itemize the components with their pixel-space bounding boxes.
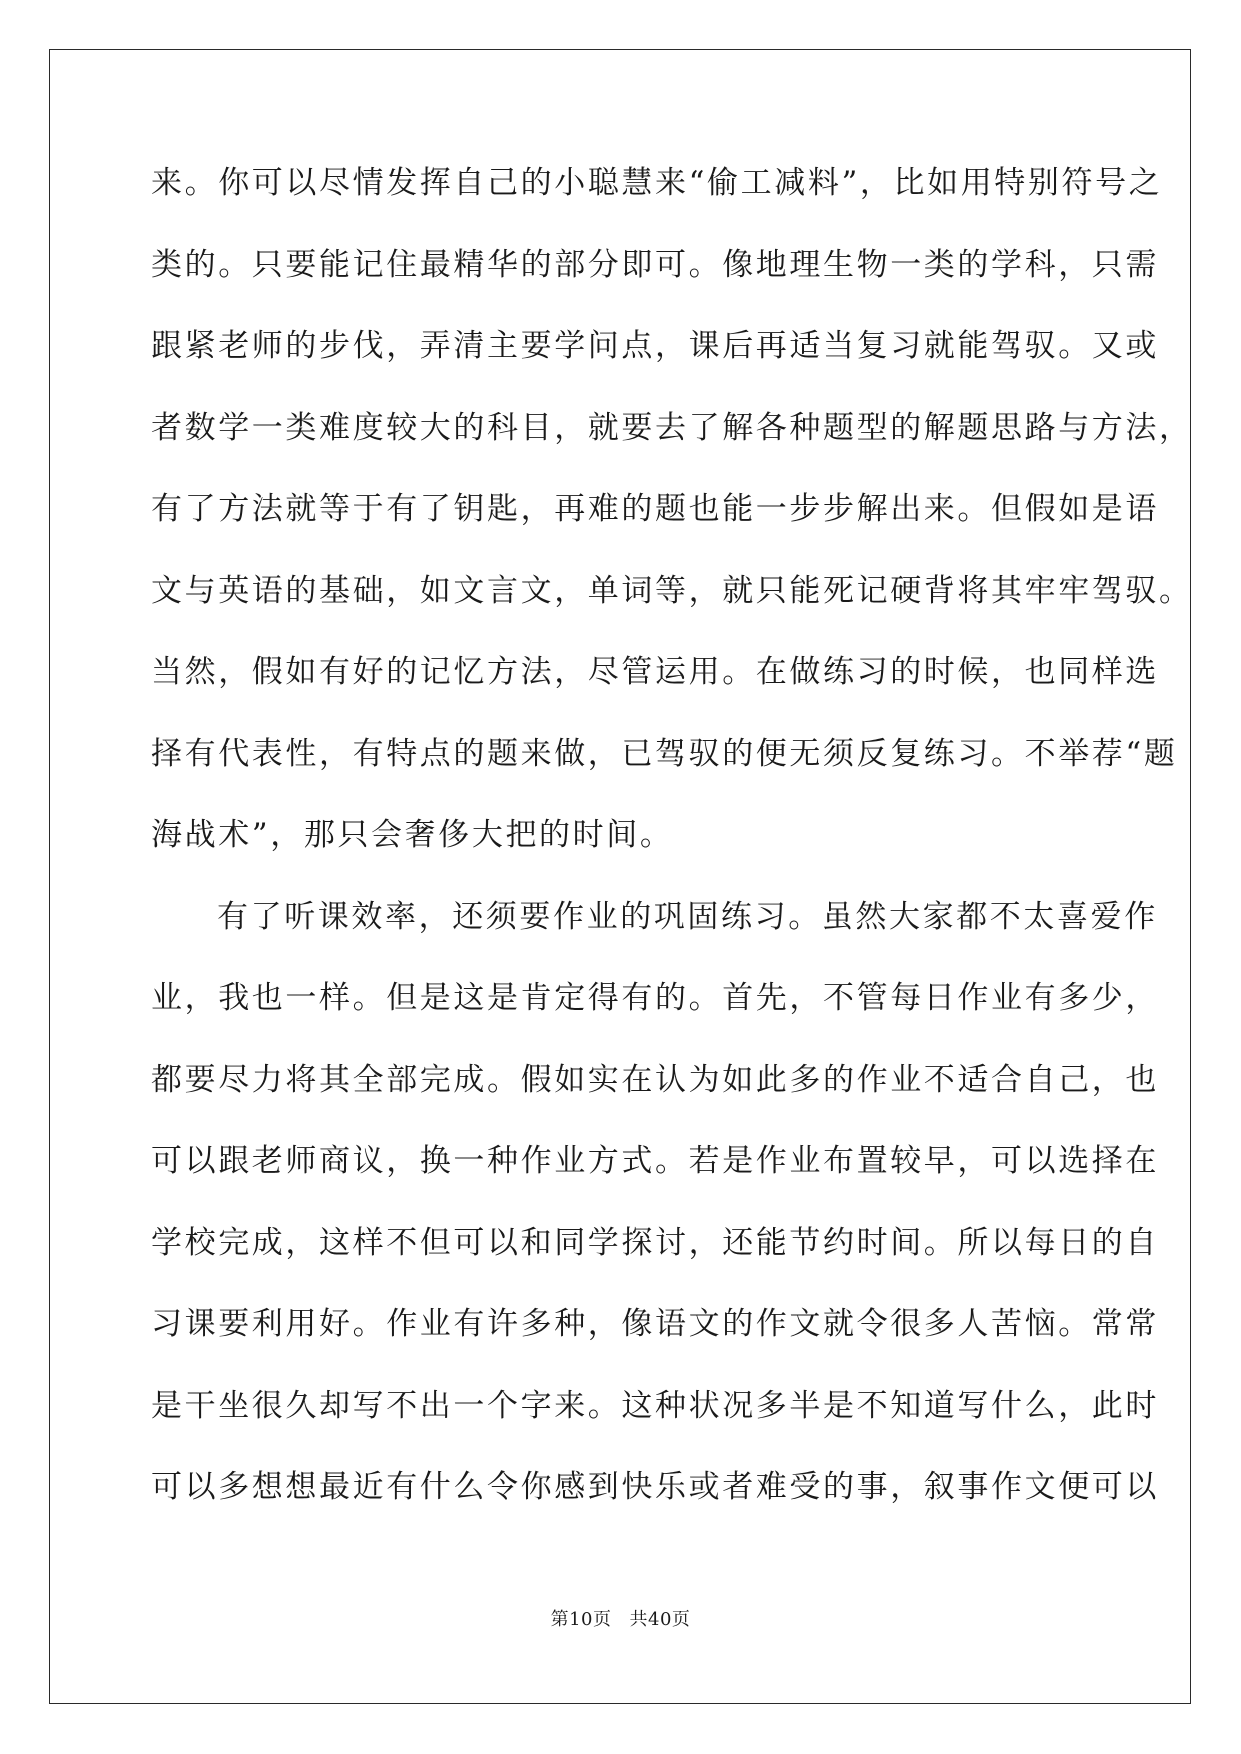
page-number: 第10页 <box>550 1609 612 1630</box>
document-body <box>151 158 1193 1544</box>
text-line: 业，我也一样。但是这是肯定得有的。首先，不管每日作业有多少， <box>151 980 1159 1016</box>
text-line: 者数学一类难度较大的科目，就要去了解各种题型的解题思路与方法， <box>151 409 1193 446</box>
paragraph-start-line: 有了听课效率，还须要作业的巩固练习。虽然大家都不太喜爱作 <box>217 898 1158 935</box>
page-footer <box>0 1605 1241 1631</box>
text-line: 可以跟老师商议，换一种作业方式。若是作业布置较早，可以选择在 <box>151 1143 1159 1179</box>
text-line: 都要尽力将其全部完成。假如实在认为如此多的作业不适合自己，也 <box>151 1061 1159 1098</box>
text-line: 文与英语的基础，如文言文，单词等，就只能死记硬背将其牢牢驾驭。 <box>151 572 1193 609</box>
text-line: 有了方法就等于有了钥匙，再难的题也能一步步解出来。但假如是语 <box>151 491 1159 527</box>
text-line: 当然，假如有好的记忆方法，尽管运用。在做练习的时候，也同样选 <box>151 654 1159 690</box>
text-line: 学校完成，这样不但可以和同学探讨，还能节约时间。所以每日的自 <box>151 1224 1159 1261</box>
text-line: 可以多想想最近有什么令你感到快乐或者难受的事，叙事作文便可以 <box>151 1469 1159 1505</box>
text-line: 海战术”，那只会奢侈大把的时间。 <box>151 817 674 853</box>
text-line: 跟紧老师的步伐，弄清主要学问点，课后再适当复习就能驾驭。又或 <box>151 328 1159 364</box>
text-line: 择有代表性，有特点的题来做，已驾驭的便无须反复练习。不举荐“题 <box>151 735 1178 772</box>
total-pages: 共40页 <box>629 1609 691 1630</box>
text-line: 习课要利用好。作业有许多种，像语文的作文就令很多人苦恼。常常 <box>151 1306 1159 1342</box>
text-line: 是干坐很久却写不出一个字来。这种状况多半是不知道写什么，此时 <box>151 1387 1159 1424</box>
text-line: 类的。只要能记住最精华的部分即可。像地理生物一类的学科，只需 <box>151 246 1159 283</box>
text-line: 来。你可以尽情发挥自己的小聪慧来“偷工减料”，比如用特别符号之 <box>151 165 1163 201</box>
